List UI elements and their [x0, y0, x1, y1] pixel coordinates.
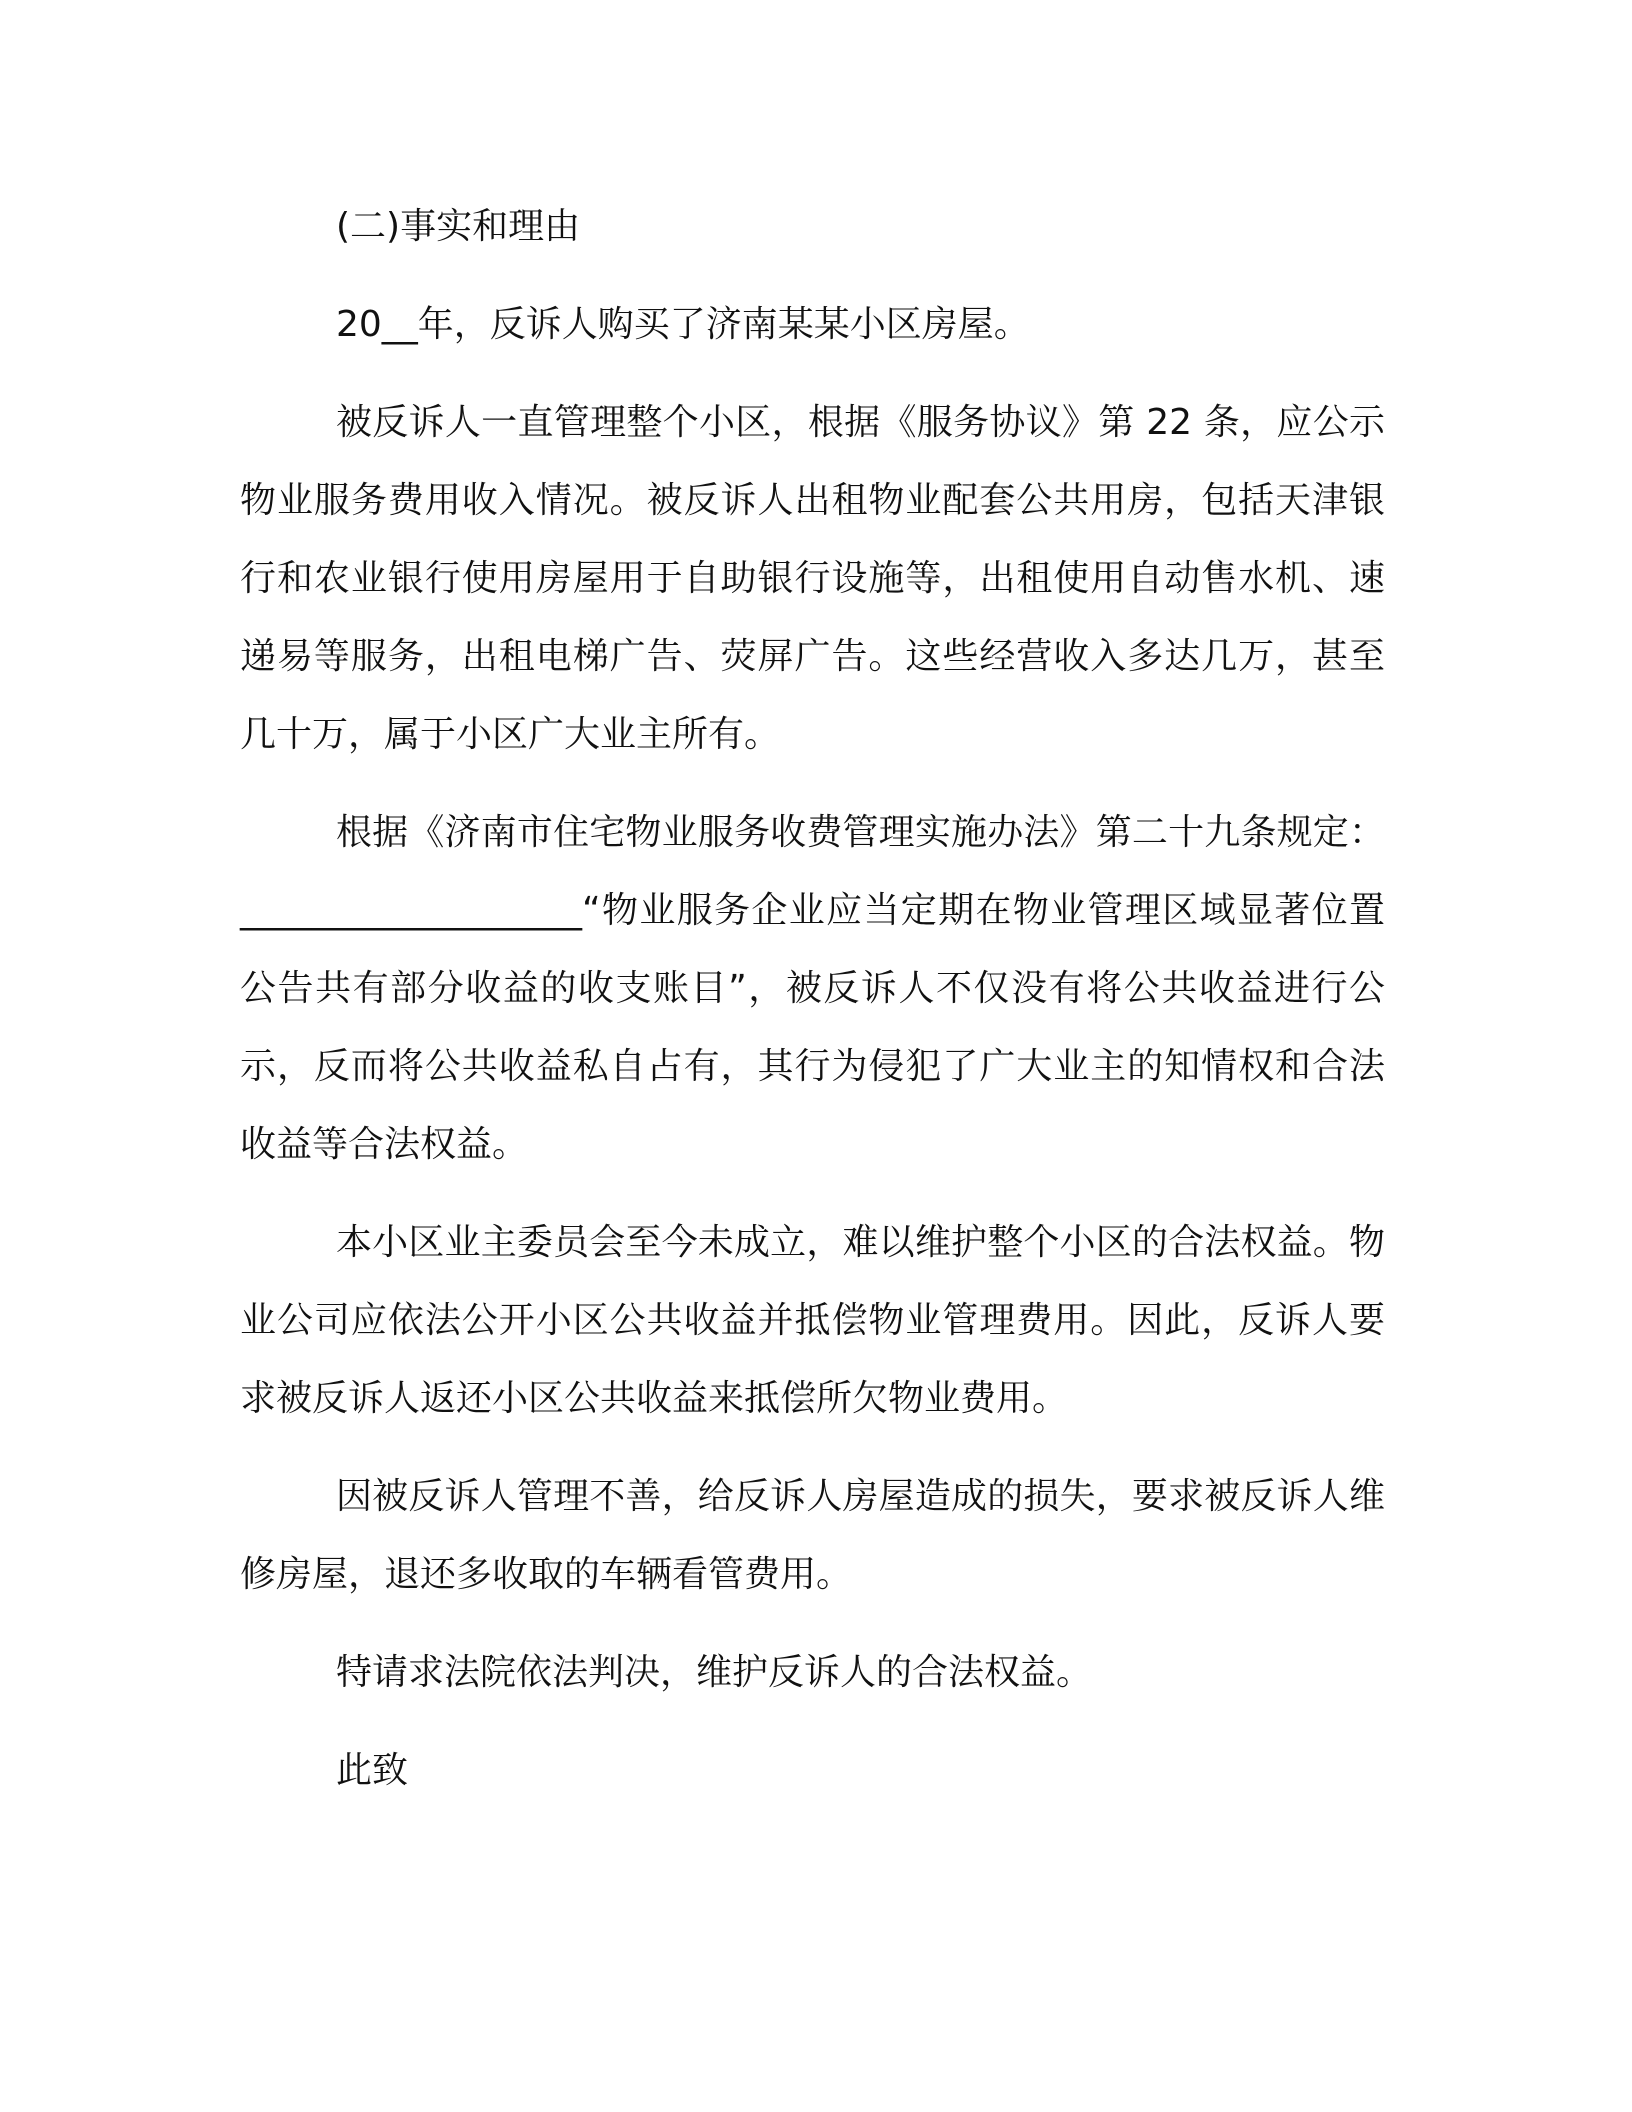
paragraph-regulation: 根据《济南市住宅物业服务收费管理实施办法》第二十九条规定：___________________“物业服务企业应当定期在物业管理区域显著位置公告共有部分收益的收支账目”，被反诉人不仅没有将公共收益进行公示，反而将公共收益私自占有，其行为侵犯了广大业主的知情权和合法收益等合法权益。	[240, 812, 1385, 1165]
section-heading: (二)事实和理由	[336, 206, 581, 247]
paragraph-owners-committee: 本小区业主委员会至今未成立，难以维护整个小区的合法权益。物业公司应依法公开小区公共收益并抵偿物业管理费用。因此，反诉人要求被反诉人返还小区公共收益来抵偿所欠物业费用。	[240, 1222, 1385, 1419]
paragraph-court-request: 特请求法院依法判决，维护反诉人的合法权益。	[336, 1652, 1093, 1693]
document-body	[240, 188, 1385, 1810]
closing-salutation: 此致	[336, 1750, 409, 1791]
paragraph-management-income: 被反诉人一直管理整个小区，根据《服务协议》第 22 条，应公示物业服务费用收入情况。被反诉人出租物业配套公共用房，包括天津银行和农业银行使用房屋用于自助银行设施等，出租使用自动售水机、速递易等服务，出租电梯广告、荧屏广告。这些经营收入多达几万，甚至几十万，属于小区广大业主所有。	[240, 402, 1385, 755]
paragraph-repair-request: 因被反诉人管理不善，给反诉人房屋造成的损失，要求被反诉人维修房屋，退还多收取的车辆看管费用。	[240, 1476, 1385, 1595]
paragraph-purchase: 20__年，反诉人购买了济南某某小区房屋。	[336, 304, 1030, 345]
